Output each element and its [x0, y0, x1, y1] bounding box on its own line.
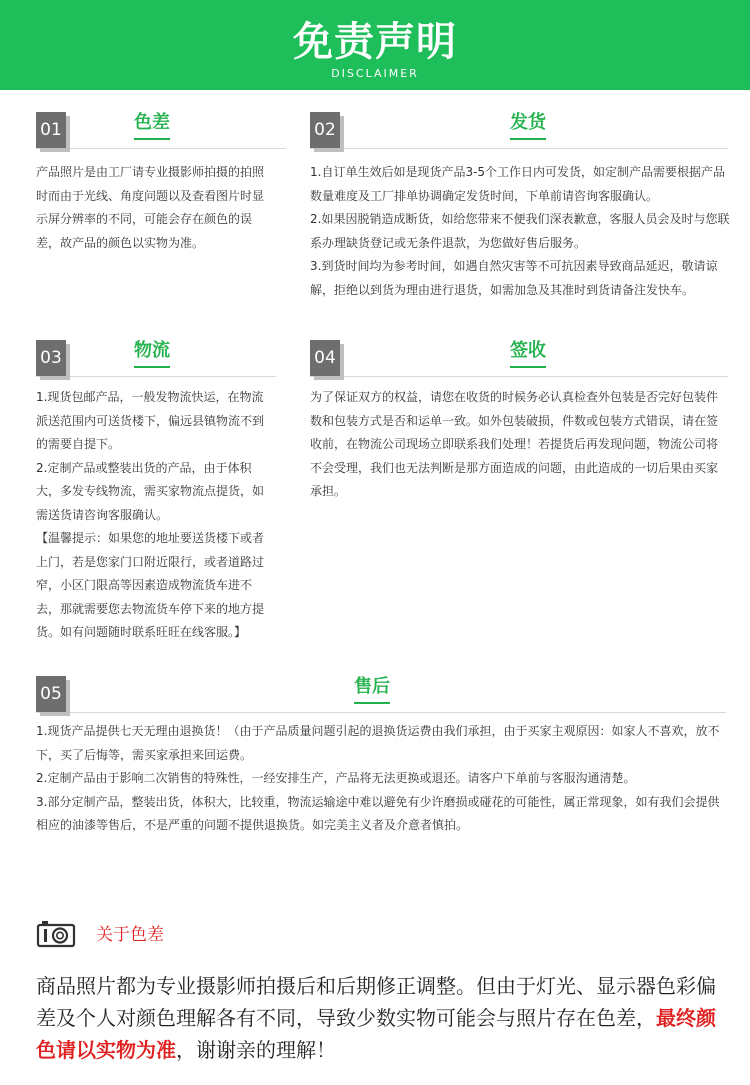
about-title: 关于色差 [96, 925, 164, 945]
section-03-body [36, 386, 270, 645]
paragraph: 1.自订单生效后如是现货产品3-5个工作日内可发货，如定制产品需要根据产品数量难度及工厂排单协调确定发货时间，下单前请咨询客服确认。 [310, 165, 726, 203]
section-number: 03 [36, 340, 66, 376]
section-title: 售后 [354, 676, 390, 698]
section-05-body [36, 720, 726, 838]
section-04-body [310, 386, 726, 504]
paragraph: 1.现货产品提供七天无理由退换货！（由于产品质量问题引起的退换货运费由我们承担，由于买家主观原因：如家人不喜欢，放不下，买了后悔等，需买家承担来回运费。 [36, 724, 720, 762]
section-03-header [36, 340, 276, 377]
paragraph: 2.定制产品由于影响二次销售的特殊性，一经安排生产，产品将无法更换或退还。请客户下单前与客服沟通清楚。 [36, 771, 636, 785]
title-underline [134, 366, 170, 368]
section-01-header [36, 112, 286, 149]
page-title: 免责声明 [293, 19, 457, 65]
section-title: 色差 [134, 112, 170, 134]
about-text [36, 970, 726, 1066]
title-underline [510, 138, 546, 140]
section-number: 05 [36, 676, 66, 712]
about-text-main: 商品照片都为专业摄影师拍摄后和后期修正调整。但由于灯光、显示器色彩偏差及个人对颜色理解各有不同，导致少数实物可能会与照片存在色差， [36, 974, 716, 1030]
section-02-body [310, 161, 730, 302]
paragraph: 3.到货时间均为参考时间，如遇自然灾害等不可抗因素导致商品延迟，敬请谅解，拒绝以到货为理由进行退货，如需加急及其准时到货请备注发快车。 [310, 259, 718, 297]
camera-icon [36, 918, 76, 948]
about-highlight: 最终颜色请以实物为准 [36, 1006, 716, 1062]
section-title: 物流 [134, 340, 170, 362]
page-subtitle: DISCLAIMER [331, 67, 419, 80]
paragraph: 【温馨提示：如果您的地址要送货楼下或者上门，若是您家门口附近限行，或者道路过窄，小区门限高等因素造成物流货车进不去，那就需要您去物流货车停下来的地方提货。如有问题随时联系旺旺在线客服。】 [36, 531, 265, 639]
section-title: 发货 [510, 112, 546, 134]
section-04-header [310, 340, 728, 377]
section-number: 04 [310, 340, 340, 376]
paragraph: 为了保证双方的权益，请您在收货的时候务必认真检查外包装是否完好包装件数和包装方式是否和运单一致。如外包装破损，件数或包装方式错误，请在签收前，在物流公司现场立即联系我们处理！若提货后再发现问题，物流公司将不会受理，我们也无法判断是那方面造成的问题，由此造成的一切后果由买家承担。 [310, 390, 719, 498]
header-banner [0, 0, 750, 90]
title-underline [510, 366, 546, 368]
paragraph: 产品照片是由工厂请专业摄影师拍摄的拍照时而由于光线、角度问题以及查看图片时显示屏分辨率的不同，可能会存在颜色的误差，故产品的颜色以实物为准。 [36, 165, 265, 250]
section-01-body [36, 161, 266, 255]
section-02-header [310, 112, 728, 149]
section-05-header [36, 676, 726, 713]
section-number: 01 [36, 112, 66, 148]
paragraph: 1.现货包邮产品，一般发物流快运，在物流派送范围内可送货楼下，偏远县镇物流不到的需要自提下。 [36, 390, 265, 451]
about-text-end: ，谢谢亲的理解！ [176, 1038, 336, 1062]
section-number: 02 [310, 112, 340, 148]
paragraph: 3.部分定制产品，整装出货，体积大，比较重，物流运输途中难以避免有少许磨损或碰花的可能性，属正常现象，如有我们会提供相应的油漆等售后，不是严重的问题不提供退换货。如完美主义者及介意者慎拍。 [36, 794, 720, 832]
paragraph: 2.如果因脱销造成断货，如给您带来不便我们深表歉意，客服人员会及时与您联系办理缺货登记或无条件退款，为您做好售后服务。 [310, 212, 730, 250]
section-title: 签收 [510, 340, 546, 362]
title-underline [134, 138, 170, 140]
paragraph: 2.定制产品或整装出货的产品，由于体积大，多发专线物流，需买家物流点提货，如需送货请咨询客服确认。 [36, 460, 265, 522]
title-underline [354, 702, 390, 704]
